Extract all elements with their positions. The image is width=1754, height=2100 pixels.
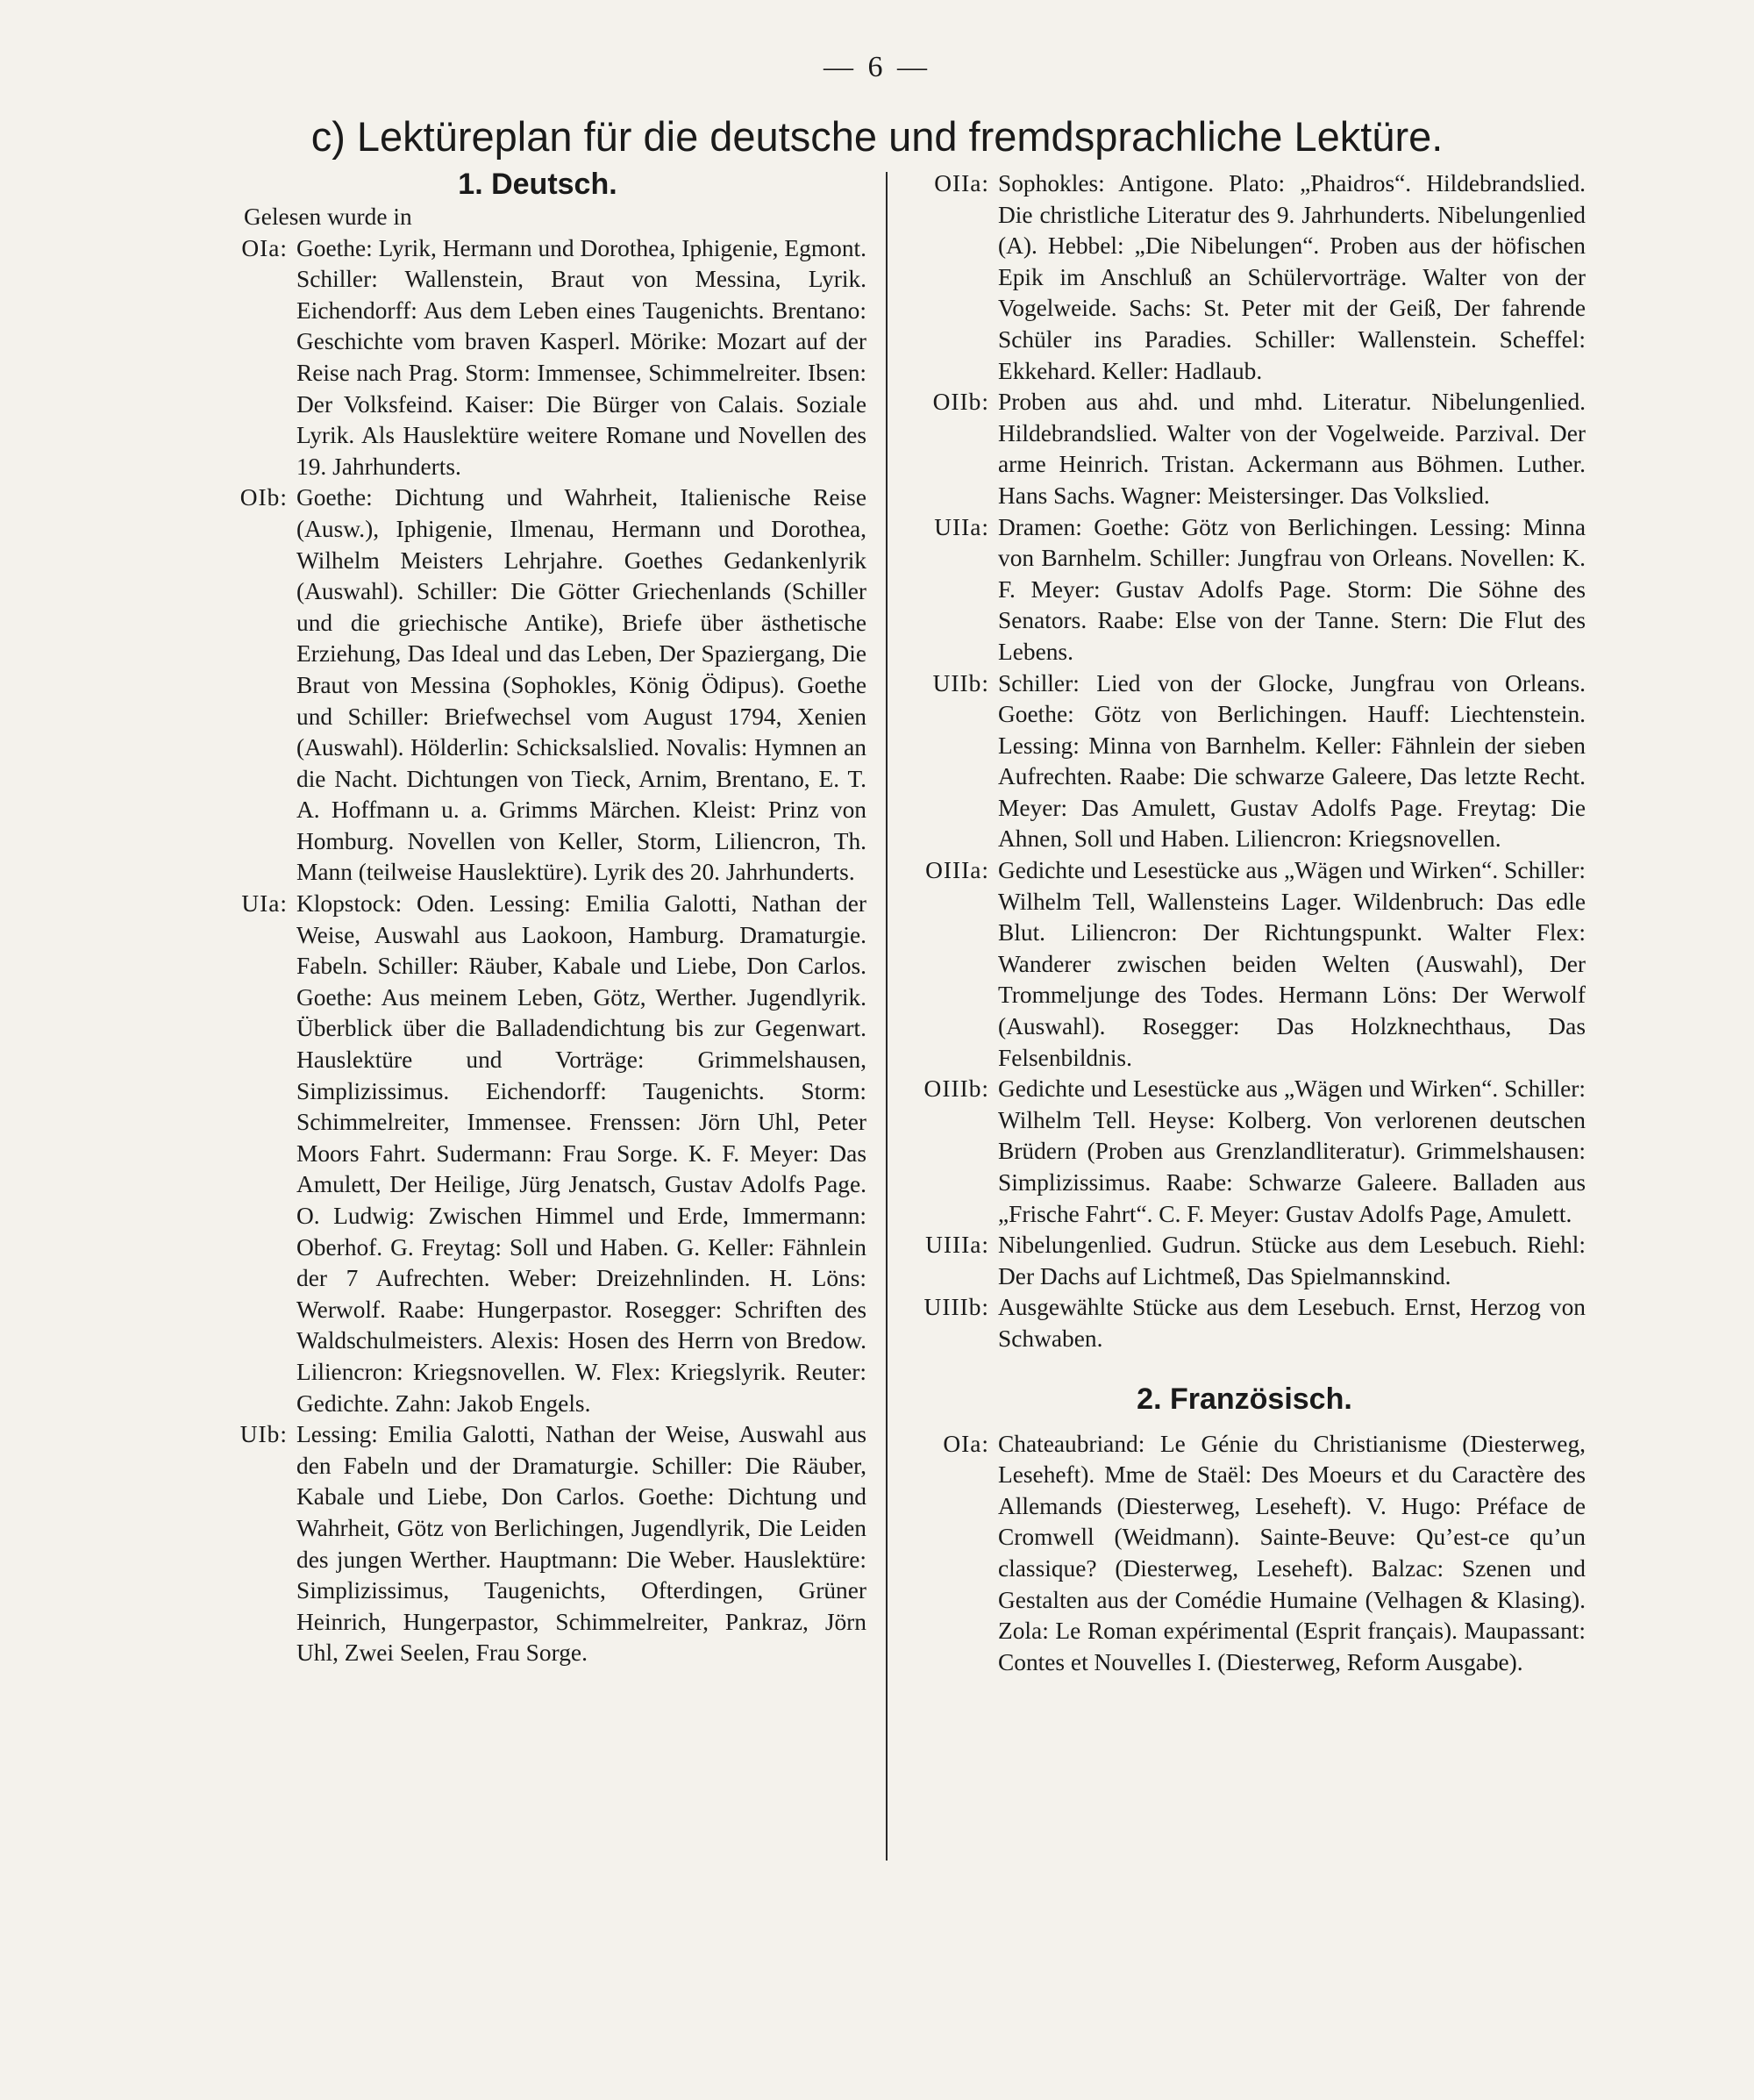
class-label: OIIb: xyxy=(932,389,989,416)
class-label: OIa: xyxy=(241,234,288,261)
reading-entry xyxy=(209,482,866,889)
reading-entry xyxy=(903,855,1586,1074)
class-label: OIIIb: xyxy=(923,1075,989,1103)
reading-entry xyxy=(903,168,1586,387)
reading-entry xyxy=(903,1292,1586,1354)
reading-list-text: Gedichte und Lesestücke aus „Wägen und Wirken“. Schiller: Wilhelm Tell. Heyse: Kolberg. Von verlorenen deutschen Brüdern (Proben aus Grenzlandliteratur). Grimmelshausen: Simplizissimus. Raabe: Schwarze Galeere. Balladen aus „Frische Fahrt“. C. F. Meyer: Gustav Adolfs Page, Amulett. xyxy=(998,1075,1586,1227)
reading-list-text: Dramen: Goethe: Götz von Berlichingen. Lessing: Minna von Barnhelm. Schiller: Jungfrau von Orleans. Novellen: K. F. Meyer: Gustav Adolfs Page. Storm: Die Söhne des Senators. Raabe: Else von der Tanne. Stern: Die Flut des Lebens. xyxy=(998,513,1586,665)
class-label: UIa: xyxy=(241,890,288,918)
page-title: c) Lektüreplan für die deutsche und fremdsprachliche Lektüre. xyxy=(310,113,1444,160)
reading-entry xyxy=(903,1429,1586,1679)
section-heading-franzoesisch: 2. Französisch. xyxy=(1137,1382,1352,1416)
class-label: OIIIa: xyxy=(925,857,989,884)
reading-entry xyxy=(903,668,1586,856)
reading-list-text: Klopstock: Oden. Lessing: Emilia Galotti, Nathan der Weise, Auswahl aus Laokoon, Hamburg. Dramaturgie. Fabeln. Schiller: Räuber, Kabale und Liebe, Don Carlos. Goethe: Aus meinem Leben, Götz, Werther. Jugendlyrik. Überblick über die Balladendichtung bis zur Gegenwart. Hauslektüre und Vorträge: Grimmelshausen, Simplizissimus. Eichendorff: Taugenichts. Storm: Schimmelreiter, Immensee. Frenssen: Jörn Uhl, Peter Moors Fahrt. Sudermann: Frau Sorge. K. F. Meyer: Das Amulett, Der Heilige, Jürg Jenatsch, Gustav Adolfs Page. O. Ludwig: Zwischen Himmel und Erde, Immermann: Oberhof. G. Freytag: Soll und Haben. G. Keller: Fähnlein der 7 Aufrechten. Weber: Dreizehnlinden. H. Löns: Werwolf. Raabe: Hungerpastor. Rosegger: Schriften des Waldschulmeisters. Alexis: Hosen des Herrn von Bredow. Liliencron: Kriegsnovellen. W. Flex: Kriegslyrik. Reuter: Gedichte. Zahn: Jakob Engels. xyxy=(296,890,866,1417)
page-number: — 6 — xyxy=(824,51,930,83)
reading-list-text: Proben aus ahd. und mhd. Literatur. Nibelungenlied. Hildebrandslied. Walter von der Vogelweide. Parzival. Der arme Heinrich. Tristan. Ackermann aus Böhmen. Luther. Hans Sachs. Wagner: Meistersinger. Das Volkslied. xyxy=(998,389,1586,509)
reading-list-text: Lessing: Emilia Galotti, Nathan der Weise, Auswahl aus den Fabeln und der Dramaturgie. Schiller: Die Räuber, Kabale und Liebe, Don Carlos. Goethe: Dichtung und Wahrheit, Götz von Berlichingen, Jugendlyrik, Die Leiden des jungen Werther. Hauptmann: Die Weber. Hauslektüre: Simplizissimus, Taugenichts, Ofterdingen, Grüner Heinrich, Hungerpastor, Schimmelreiter, Pankraz, Jörn Uhl, Zwei Seelen, Frau Sorge. xyxy=(296,1421,866,1667)
class-label: OIIa: xyxy=(934,170,989,196)
reading-list-text: Gedichte und Lesestücke aus „Wägen und Wirken“. Schiller: Wilhelm Tell, Wallensteins Lager. Wildenbruch: Das edle Blut. Liliencron: Der Richtungspunkt. Walter Flex: Wanderer zwischen beiden Welten (Auswahl), Der Trommeljunge des Todes. Hermann Löns: Der Werwolf (Auswahl). Rosegger: Das Holzknechthaus, Das Felsenbildnis. xyxy=(998,857,1586,1071)
class-label: OIb: xyxy=(239,484,288,511)
reading-list-text: Schiller: Lied von der Glocke, Jungfrau von Orleans. Goethe: Götz von Berlichingen. Hauff: Liechtenstein. Lessing: Minna von Barnhelm. Keller: Fähnlein der sieben Aufrechten. Raabe: Die schwarze Galeere, Das letzte Recht. Meyer: Das Amulett, Gustav Adolfs Page. Freytag: Die Ahnen, Soll und Haben. Liliencron: Kriegsnovellen. xyxy=(998,669,1586,853)
reading-entry xyxy=(903,1074,1586,1230)
class-label: UIIIa: xyxy=(925,1232,989,1259)
class-label: OIa: xyxy=(943,1430,989,1457)
column-divider xyxy=(886,172,888,1861)
class-label: UIIb: xyxy=(932,669,989,696)
class-label: UIIIb: xyxy=(923,1294,989,1321)
section-heading-deutsch: 1. Deutsch. xyxy=(458,168,617,201)
reading-entry xyxy=(209,889,866,1419)
intro-text: Gelesen wurde in xyxy=(244,204,412,230)
right-column xyxy=(903,168,1586,1678)
reading-entry xyxy=(209,1419,866,1669)
reading-entry xyxy=(903,1230,1586,1292)
reading-list-text: Chateaubriand: Le Génie du Christianisme (Diesterweg, Leseheft). Mme de Staël: Des Moeurs et du Caractère des Allemands (Diesterweg, Leseheft). V. Hugo: Préface de Cromwell (Weidmann). Sainte-Beuve: Qu’est-ce qu’un classique? (Diesterweg, Leseheft). Balzac: Szenen und Gestalten aus der Comédie Humaine (Velhagen & Klasing). Zola: Le Roman expérimental (Esprit français). Maupassant: Contes et Nouvelles I. (Diesterweg, Reform Ausgabe). xyxy=(998,1430,1586,1675)
reading-entry xyxy=(903,387,1586,511)
reading-list-text: Ausgewählte Stücke aus dem Lesebuch. Ernst, Herzog von Schwaben. xyxy=(998,1294,1586,1352)
reading-entry xyxy=(209,233,866,483)
reading-list-text: Goethe: Dichtung und Wahrheit, Italienische Reise (Ausw.), Iphigenie, Ilmenau, Hermann und Dorothea, Wilhelm Meisters Lehrjahre. Goethes Gedankenlyrik (Auswahl). Schiller: Die Götter Griechenlands (Schiller und die griechische Antike), Briefe über ästhetische Erziehung, Das Ideal und das Leben, Der Spaziergang, Die Braut von Messina (Sophokles, König Ödipus). Goethe und Schiller: Briefwechsel vom August 1794, Xenien (Auswahl). Hölderlin: Schicksalslied. Novalis: Hymnen an die Nacht. Dichtungen von Tieck, Arnim, Brentano, E. T. A. Hoffmann u. a. Grimms Märchen. Kleist: Prinz von Homburg. Novellen von Keller, Storm, Liliencron, Th. Mann (teilweise Hauslektüre). Lyrik des 20. Jahrhunderts. xyxy=(296,484,866,886)
reading-list-text: Goethe: Lyrik, Hermann und Dorothea, Iphigenie, Egmont. Schiller: Wallenstein, Braut von Messina, Lyrik. Eichendorff: Aus dem Leben eines Taugenichts. Brentano: Geschichte vom braven Kasperl. Mörike: Mozart auf der Reise nach Prag. Storm: Immensee, Schimmelreiter. Ibsen: Der Volksfeind. Kaiser: Die Bürger von Calais. Soziale Lyrik. Als Hauslektüre weitere Romane und Novellen des 19. Jahrhunderts. xyxy=(296,234,866,480)
class-label: UIb: xyxy=(239,1421,288,1448)
reading-entry xyxy=(903,512,1586,668)
reading-list-text: Sophokles: Antigone. Plato: „Phaidros“. Hildebrandslied. Die christliche Literatur des 9. Jahrhunderts. Nibelungenlied (A). Hebbel: „Die Nibelungen“. Proben aus der höfischen Epik im Anschluß an Schülervorträge. Walter von der Vogelweide. Sachs: St. Peter mit der Geiß, Der fahrende Schüler ins Paradies. Schiller: Wallenstein. Scheffel: Ekkehard. Keller: Hadlaub. xyxy=(998,170,1586,384)
reading-list-text: Nibelungenlied. Gudrun. Stücke aus dem Lesebuch. Riehl: Der Dachs auf Lichtmeß, Das Spielmannskind. xyxy=(998,1232,1586,1289)
class-label: UIIa: xyxy=(934,513,989,540)
left-column xyxy=(209,168,866,1669)
